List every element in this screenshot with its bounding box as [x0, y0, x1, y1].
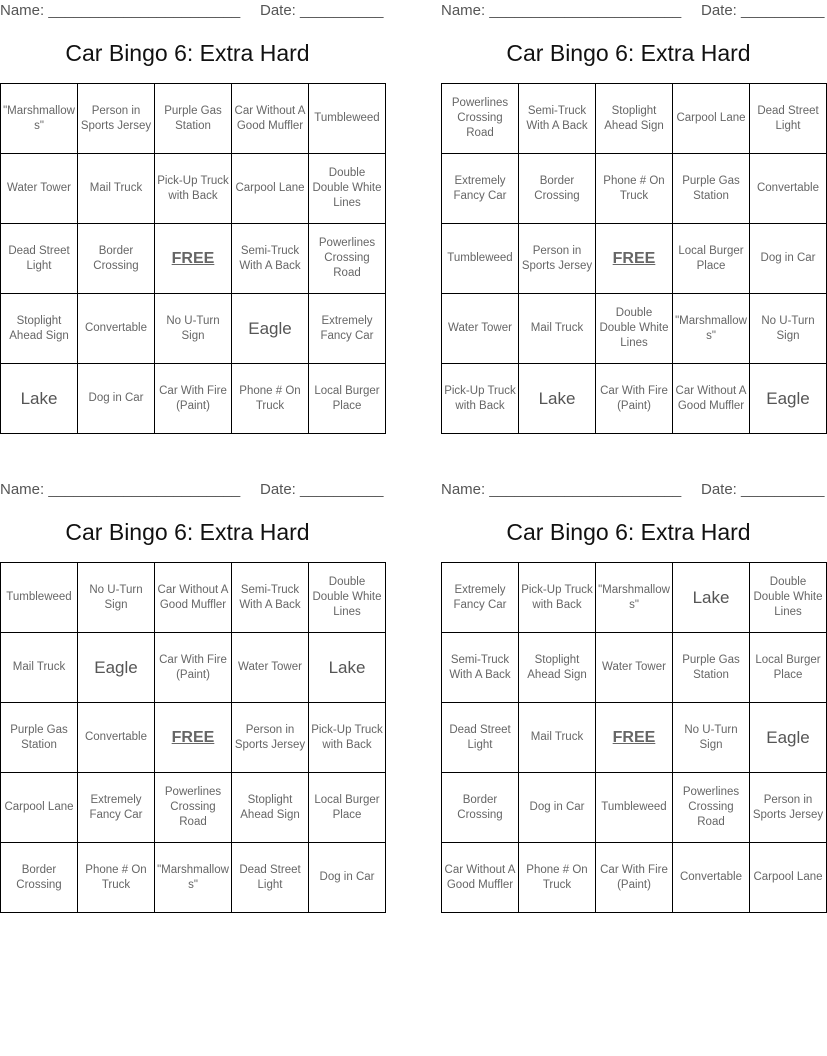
bingo-cell: Semi-Truck With A Back	[232, 563, 309, 633]
grid-row	[1, 294, 386, 364]
grid-row	[442, 563, 827, 633]
bingo-cell: Car With Fire (Paint)	[596, 364, 673, 434]
grid-row	[1, 773, 386, 843]
bingo-cell: Purple Gas Station	[673, 154, 750, 224]
bingo-cell: Dead Street Light	[1, 224, 78, 294]
bingo-cell: Eagle	[750, 364, 827, 434]
bingo-cell: Lake	[673, 563, 750, 633]
bingo-cell: Car Without A Good Muffler	[232, 84, 309, 154]
grid-row	[442, 224, 827, 294]
bingo-cell: Local Burger Place	[309, 364, 386, 434]
bingo-cell: Person in Sports Jersey	[519, 224, 596, 294]
bingo-cell: Phone # On Truck	[78, 843, 155, 913]
bingo-cell: Pick-Up Truck with Back	[309, 703, 386, 773]
bingo-cell: No U-Turn Sign	[155, 294, 232, 364]
bingo-cell: Extremely Fancy Car	[78, 773, 155, 843]
bingo-cell: "Marshmallows"	[155, 843, 232, 913]
bingo-cell: Car With Fire (Paint)	[155, 364, 232, 434]
bingo-cell: Powerlines Crossing Road	[442, 84, 519, 154]
bingo-cell: Border Crossing	[442, 773, 519, 843]
bingo-cell: Local Burger Place	[750, 633, 827, 703]
bingo-grid	[441, 562, 827, 913]
bingo-cell: Extremely Fancy Car	[442, 563, 519, 633]
card-title: Car Bingo 6: Extra Hard	[65, 519, 310, 545]
bingo-cell: Convertable	[78, 294, 155, 364]
bingo-cell: Dog in Car	[309, 843, 386, 913]
bingo-cell: Local Burger Place	[309, 773, 386, 843]
bingo-cell: Lake	[309, 633, 386, 703]
free-space: FREE	[596, 224, 673, 294]
bingo-cell: Eagle	[232, 294, 309, 364]
bingo-cell: Tumbleweed	[1, 563, 78, 633]
bingo-cell: Stoplight Ahead Sign	[1, 294, 78, 364]
bingo-cell: Eagle	[750, 703, 827, 773]
card-header	[0, 0, 384, 22]
bingo-cell: Pick-Up Truck with Back	[442, 364, 519, 434]
bingo-cell: No U-Turn Sign	[750, 294, 827, 364]
grid-row	[1, 563, 386, 633]
bingo-cell: Double Double White Lines	[309, 154, 386, 224]
bingo-cell: Border Crossing	[1, 843, 78, 913]
bingo-cell: Stoplight Ahead Sign	[519, 633, 596, 703]
card-title: Car Bingo 6: Extra Hard	[65, 40, 310, 66]
bingo-cell: Mail Truck	[78, 154, 155, 224]
bingo-cell: Phone # On Truck	[596, 154, 673, 224]
bingo-cell: Double Double White Lines	[596, 294, 673, 364]
bingo-grid	[441, 83, 827, 434]
bingo-cell: Semi-Truck With A Back	[232, 224, 309, 294]
card-title: Car Bingo 6: Extra Hard	[506, 40, 751, 66]
grid-row	[442, 154, 827, 224]
card-header	[0, 479, 384, 501]
bingo-cell: Car With Fire (Paint)	[596, 843, 673, 913]
bingo-cell: Mail Truck	[1, 633, 78, 703]
grid-row	[442, 703, 827, 773]
bingo-cell: Person in Sports Jersey	[750, 773, 827, 843]
bingo-cell: Car With Fire (Paint)	[155, 633, 232, 703]
free-space: FREE	[155, 224, 232, 294]
bingo-cell: Pick-Up Truck with Back	[519, 563, 596, 633]
bingo-grid	[0, 562, 386, 913]
bingo-card	[441, 479, 825, 919]
bingo-cell: Car Without A Good Muffler	[673, 364, 750, 434]
bingo-cell: Purple Gas Station	[155, 84, 232, 154]
date-line: Date: __________	[260, 481, 384, 498]
bingo-cell: Carpool Lane	[750, 843, 827, 913]
date-line: Date: __________	[701, 481, 825, 498]
name-line: Name: _______________________	[0, 2, 241, 19]
grid-row	[1, 364, 386, 434]
bingo-cell: Dog in Car	[750, 224, 827, 294]
card-title: Car Bingo 6: Extra Hard	[506, 519, 751, 545]
bingo-cell: Semi-Truck With A Back	[442, 633, 519, 703]
name-line: Name: _______________________	[441, 481, 682, 498]
bingo-cell: Carpool Lane	[1, 773, 78, 843]
bingo-cell: Dead Street Light	[750, 84, 827, 154]
bingo-cell: Dog in Car	[519, 773, 596, 843]
bingo-grid	[0, 83, 386, 434]
card-header	[441, 479, 825, 501]
bingo-cell: Tumbleweed	[442, 224, 519, 294]
bingo-cell: Water Tower	[1, 154, 78, 224]
grid-row	[442, 773, 827, 843]
grid-row	[1, 154, 386, 224]
bingo-cell: Person in Sports Jersey	[232, 703, 309, 773]
bingo-cell: Tumbleweed	[309, 84, 386, 154]
card-header	[441, 0, 825, 22]
bingo-cell: Carpool Lane	[232, 154, 309, 224]
grid-row	[1, 633, 386, 703]
bingo-cell: Border Crossing	[78, 224, 155, 294]
bingo-cell: Phone # On Truck	[519, 843, 596, 913]
date-line: Date: __________	[701, 2, 825, 19]
bingo-card	[0, 479, 384, 919]
bingo-cell: Powerlines Crossing Road	[673, 773, 750, 843]
bingo-cell: "Marshmallows"	[1, 84, 78, 154]
bingo-cell: Convertable	[750, 154, 827, 224]
bingo-cell: Powerlines Crossing Road	[155, 773, 232, 843]
name-line: Name: _______________________	[0, 481, 241, 498]
name-line: Name: _______________________	[441, 2, 682, 19]
bingo-cell: Double Double White Lines	[309, 563, 386, 633]
bingo-card	[0, 0, 384, 440]
bingo-cell: Dog in Car	[78, 364, 155, 434]
bingo-cell: Dead Street Light	[232, 843, 309, 913]
free-space: FREE	[596, 703, 673, 773]
bingo-cell: Eagle	[78, 633, 155, 703]
bingo-cell: Lake	[1, 364, 78, 434]
bingo-cell: Mail Truck	[519, 703, 596, 773]
bingo-cell: Person in Sports Jersey	[78, 84, 155, 154]
bingo-cell: Tumbleweed	[596, 773, 673, 843]
bingo-cell: Stoplight Ahead Sign	[596, 84, 673, 154]
bingo-cell: Dead Street Light	[442, 703, 519, 773]
bingo-cell: Mail Truck	[519, 294, 596, 364]
grid-row	[1, 703, 386, 773]
bingo-cell: Powerlines Crossing Road	[309, 224, 386, 294]
date-line: Date: __________	[260, 2, 384, 19]
bingo-cell: Purple Gas Station	[1, 703, 78, 773]
bingo-cell: Phone # On Truck	[232, 364, 309, 434]
bingo-cell: "Marshmallows"	[596, 563, 673, 633]
bingo-cell: No U-Turn Sign	[673, 703, 750, 773]
bingo-cell: Stoplight Ahead Sign	[232, 773, 309, 843]
bingo-cell: Water Tower	[596, 633, 673, 703]
bingo-cell: Pick-Up Truck with Back	[155, 154, 232, 224]
bingo-cell: Double Double White Lines	[750, 563, 827, 633]
grid-row	[442, 843, 827, 913]
bingo-cell: Water Tower	[442, 294, 519, 364]
bingo-cell: Lake	[519, 364, 596, 434]
grid-row	[1, 224, 386, 294]
bingo-cell: Purple Gas Station	[673, 633, 750, 703]
grid-row	[442, 633, 827, 703]
bingo-cell: Water Tower	[232, 633, 309, 703]
bingo-cell: Carpool Lane	[673, 84, 750, 154]
bingo-cell: Convertable	[673, 843, 750, 913]
bingo-cell: No U-Turn Sign	[78, 563, 155, 633]
grid-row	[442, 364, 827, 434]
grid-row	[442, 84, 827, 154]
bingo-cell: Extremely Fancy Car	[442, 154, 519, 224]
bingo-cell: "Marshmallows"	[673, 294, 750, 364]
grid-row	[442, 294, 827, 364]
grid-row	[1, 84, 386, 154]
bingo-cell: Convertable	[78, 703, 155, 773]
bingo-cell: Car Without A Good Muffler	[155, 563, 232, 633]
bingo-cell: Semi-Truck With A Back	[519, 84, 596, 154]
bingo-cell: Local Burger Place	[673, 224, 750, 294]
free-space: FREE	[155, 703, 232, 773]
bingo-card	[441, 0, 825, 440]
bingo-cell: Extremely Fancy Car	[309, 294, 386, 364]
bingo-cell: Car Without A Good Muffler	[442, 843, 519, 913]
bingo-cell: Border Crossing	[519, 154, 596, 224]
grid-row	[1, 843, 386, 913]
